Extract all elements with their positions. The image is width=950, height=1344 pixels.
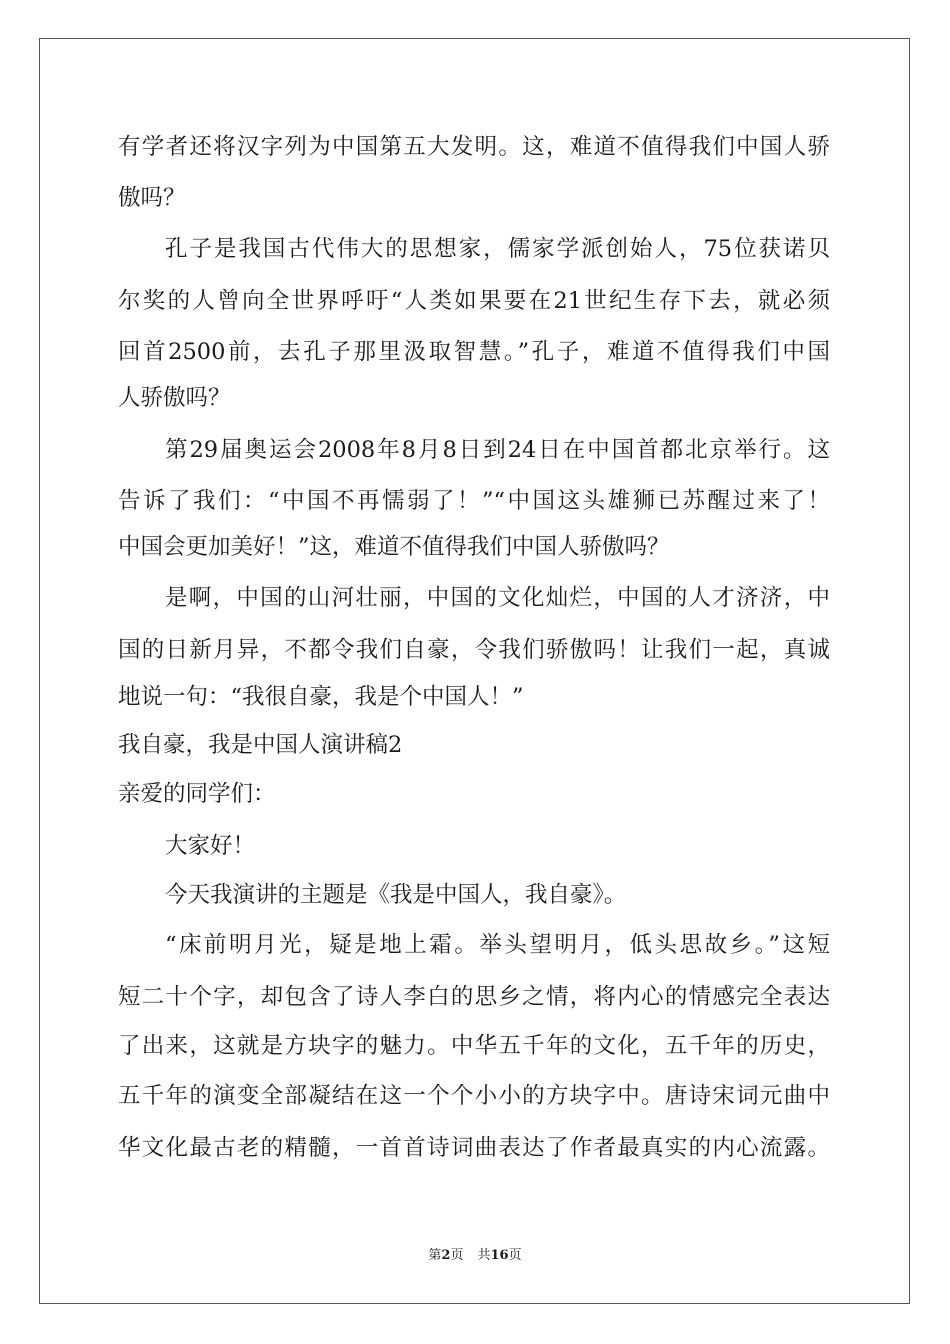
text-line: 华文化最古老的精髓，一首首诗词曲表达了作者最真实的内心流露。	[118, 1135, 830, 1161]
total-unit: 页	[508, 1248, 522, 1263]
total-pages: 16	[490, 1248, 509, 1263]
greeting: 大家好！	[165, 833, 256, 859]
text-line: 人骄傲吗？	[118, 385, 231, 411]
page-unit: 页	[450, 1248, 464, 1263]
text-line: 孔子是我国古代伟大的思想家，儒家学派创始人，75位获诺贝	[165, 236, 830, 262]
text-line: 傲吗？	[118, 185, 186, 211]
page-number: 2	[441, 1248, 451, 1263]
text-line: 今天我演讲的主题是《我是中国人，我自豪》。	[165, 882, 627, 908]
total-prefix: 共	[477, 1248, 491, 1263]
salutation: 亲爱的同学们：	[118, 781, 276, 807]
text-line: 地说一句：“我很自豪，我是个中国人！”	[118, 684, 524, 710]
text-line: 了出来，这就是方块字的魅力。中华五千年的文化，五千年的历史，	[118, 1033, 830, 1059]
text-line: 是啊，中国的山河壮丽，中国的文化灿烂，中国的人才济济，中	[165, 585, 830, 611]
text-line: 短二十个字，却包含了诗人李白的思乡之情，将内心的情感完全表达	[118, 984, 830, 1010]
page-prefix: 第	[428, 1248, 442, 1263]
text-line: 尔奖的人曾向全世界呼吁“人类如果要在21世纪生存下去，就必须	[118, 288, 830, 314]
text-line: 第29届奥运会2008年8月8日到24日在中国首都北京举行。这	[165, 437, 830, 463]
text-line: 有学者还将汉字列为中国第五大发明。这，难道不值得我们中国人骄	[118, 134, 830, 160]
text-line: 回首2500前，去孔子那里汲取智慧。”孔子，难道不值得我们中国	[118, 339, 830, 365]
text-line: 国的日新月异，不都令我们自豪，令我们骄傲吗！让我们一起，真诚	[118, 637, 830, 663]
text-line: 中国会更加美好！”这，难道不值得我们中国人骄傲吗？	[118, 534, 670, 560]
text-line: “床前明月光，疑是地上霜。举头望明月，低头思故乡。”这短	[165, 932, 830, 958]
page-footer	[0, 1246, 950, 1266]
text-line: 告诉了我们：“中国不再懦弱了！”“中国这头雄狮已苏醒过来了！	[118, 488, 830, 514]
text-line: 五千年的演变全部凝结在这一个个小小的方块字中。唐诗宋词元曲中	[118, 1083, 830, 1109]
section-heading: 我自豪，我是中国人演讲稿2	[118, 732, 403, 758]
